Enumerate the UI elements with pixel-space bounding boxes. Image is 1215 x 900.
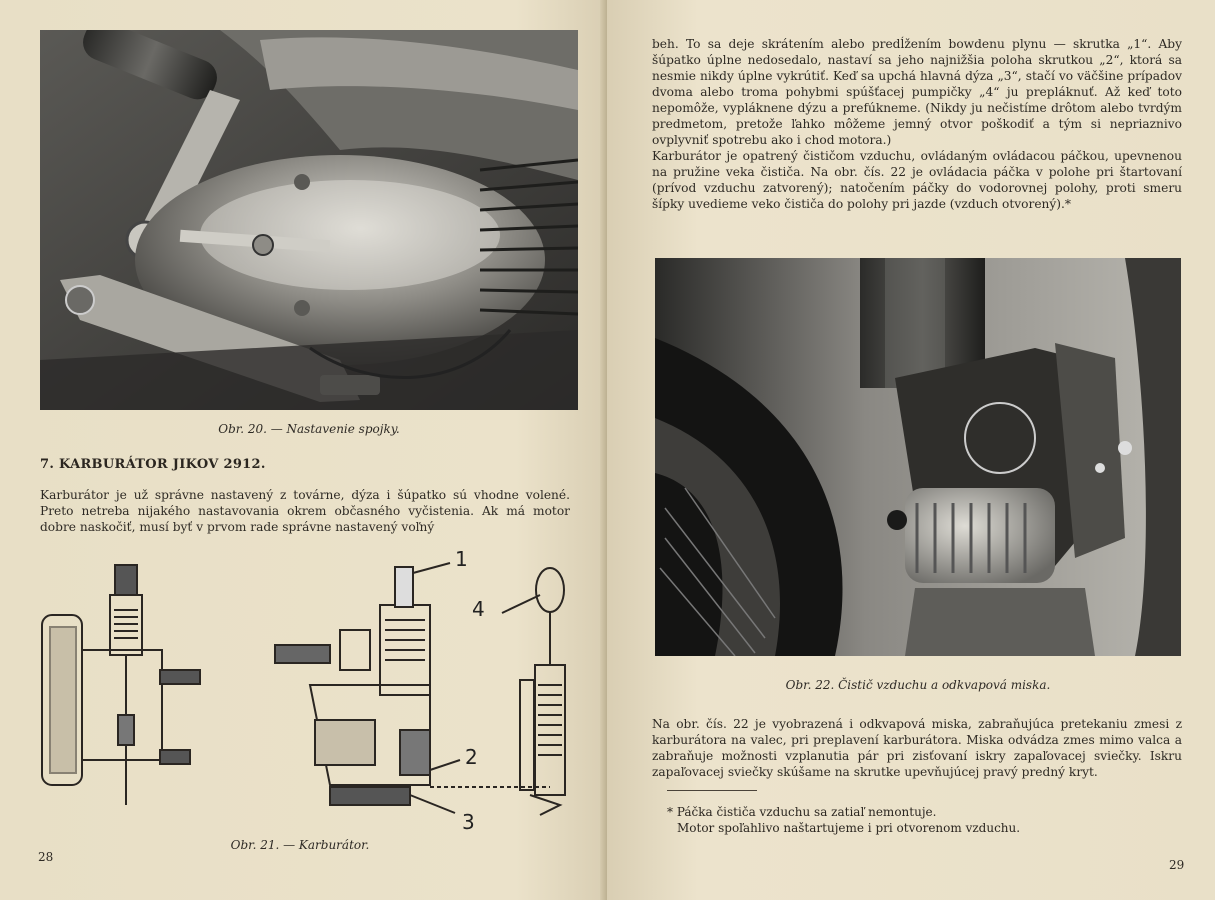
diagram-label-3: 3: [462, 810, 475, 834]
carburetor-diagram: [30, 547, 590, 834]
left-page: [0, 0, 607, 900]
carburetor-diagram-drawing: [30, 555, 590, 830]
diagram-label-2: 2: [465, 745, 478, 769]
photo-caption-20: Obr. 20. — Nastavenie spojky.: [218, 422, 400, 436]
carburetor-adjustment-paragraph: beh. To sa deje skrátením alebo predĺžením bowdenu plynu — skrutka „1“. Aby šúpatko úplne nedosedalo, nastaví sa jeho najnižšia poloha skrutkou „2“, ktorá sa nesmie nikdy úplne vykrútiť. Keď sa upchá hlavná dýza „3“, stačí vo väčšine prípadov dvoma alebo troma pohybmi spúšťacej pumpičky „4“ ju prepláknuť. Až keď toto nepomôže, vypláknene dýzu a prefúkneme. (Nikdy ju nečistíme drôtom alebo tvrdým predmetom, pretože ľahko môžeme jemný otvor poškodiť a tým si nepriaznivo ovplyvniť spotrebu ako i chod motora.): [652, 37, 1182, 147]
footnote-line-1: * Páčka čističa vzduchu sa zatiaľ nemontuje.: [667, 805, 937, 819]
air-cleaner-paragraph: Karburátor je opatrený čističom vzduchu, ovládaným ovládacou páčkou, upevnenou na pružine veka čističa. Na obr. čís. 22 je ovládacia páčka v polohe pri štartovaní (prívod vzduchu zatvorený); natočením páčky do vodorovnej polohy, proti smeru šípky uvedieme veko čističa do polohy pri jazde (vzduch otvorený).*: [652, 149, 1182, 211]
diagram-label-4: 4: [472, 597, 485, 621]
page-number-right: 29: [1169, 858, 1185, 872]
footnote-line-2: Motor spoľahlivo naštartujeme i pri otvorenom vzduchu.: [677, 821, 1021, 835]
section-heading: 7. KARBURÁTOR JIKOV 2912.: [40, 457, 266, 472]
diagram-caption-21: Obr. 21. — Karburátor.: [230, 838, 370, 852]
clutch-photo-illustration: [40, 30, 578, 410]
footnote-rule: [667, 790, 757, 791]
page-number-left: 28: [38, 850, 54, 864]
photo-caption-22: Obr. 22. Čistič vzduchu a odkvapová miska.: [785, 678, 1051, 692]
air-cleaner-photo: [655, 258, 1181, 656]
carburetor-intro-paragraph: Karburátor je už správne nastavený z továrne, dýza i šúpatko sú vhodne volené. Preto netreba nijakého nastavovania okrem občasného vyčistenia. Ak má motor dobre naskočiť, musí byť v prvom rade správne nastavený voľný: [40, 488, 570, 534]
right-page: [607, 0, 1215, 900]
drip-tray-paragraph: Na obr. čís. 22 je vyobrazená i odkvapová miska, zabraňujúca pretekaniu zmesi z karburátora na valec, pri preplavení karburátora. Miska odvádza zmes mimo valca a zabraňuje možnosti vzplanutia pár pri zisťovaní iskry zapaľovacej sviečky. Iskru zapaľovacej sviečky skúšame na skrutke upevňujúcej pravý predný kryt.: [652, 717, 1182, 779]
air-cleaner-photo-illustration: [655, 258, 1181, 656]
clutch-adjustment-photo: [40, 30, 578, 410]
diagram-label-1: 1: [455, 547, 468, 571]
